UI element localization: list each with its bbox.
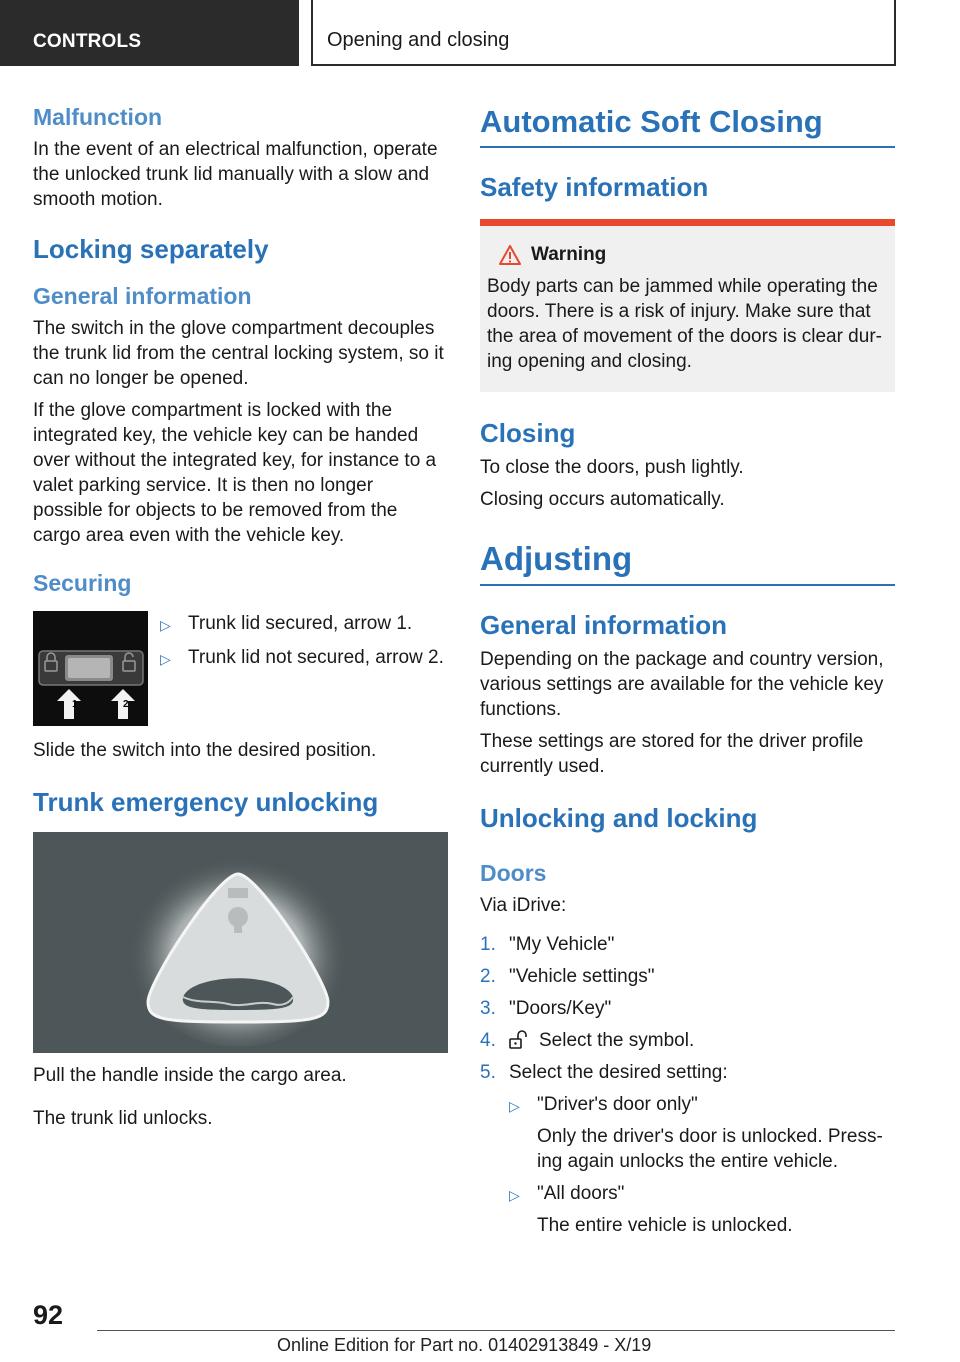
warning-triangle-icon [499, 245, 521, 265]
adjusting-heading-block [480, 540, 895, 586]
automatic-soft-closing-heading: Automatic Soft Closing [480, 104, 823, 139]
list-item [480, 964, 895, 989]
triangle-bullet-icon: ▷ [160, 651, 171, 667]
doors-heading: Doors [480, 860, 547, 886]
option-label: "Driver's door only" [537, 1094, 698, 1115]
option-description: The entire vehicle is unlocked. [537, 1215, 793, 1236]
step-number: 2. [480, 966, 496, 987]
trunk-unlocks-text: The trunk lid unlocks. [33, 1108, 213, 1129]
footer-divider [97, 1330, 895, 1331]
securing-bullet-text: Trunk lid secured, arrow 1. [188, 613, 413, 634]
securing-bullet [160, 645, 448, 672]
list-item [480, 1060, 895, 1085]
emergency-handle-illustration [33, 832, 448, 1053]
list-item [480, 1028, 895, 1053]
switch-image [33, 611, 148, 726]
setting-option [509, 1181, 895, 1238]
trunk-emergency-heading: Trunk emergency unlocking [33, 787, 379, 817]
step-number: 3. [480, 998, 496, 1019]
warning-label: Warning [531, 244, 607, 265]
general-info-paragraph-2: If the glove compartment is locked with the integrated key, the vehicle key can be handed over without the integrated key, for instance to a valet parking service. It is then no longer possible for objects to be removed from the cargo area even with the vehicle key. [33, 400, 437, 546]
section-tab: CONTROLS [0, 0, 299, 66]
switch-label-1: 1 [72, 699, 78, 710]
step-text: "Vehicle settings" [509, 966, 655, 987]
securing-bullet [160, 611, 448, 638]
via-idrive-text: Via iDrive: [480, 895, 567, 916]
triangle-bullet-icon: ▷ [509, 1187, 520, 1203]
unlock-icon [509, 1030, 531, 1050]
automatic-soft-closing-heading-block [480, 104, 895, 148]
securing-block [33, 611, 448, 726]
malfunction-heading: Malfunction [33, 104, 163, 130]
safety-information-heading: Safety information [480, 172, 709, 202]
adjusting-heading: Adjusting [480, 540, 633, 577]
option-description: Only the driver's door is unlocked. Press‐ing again unlocks the entire vehicle. [537, 1126, 883, 1172]
step-number: 1. [480, 934, 496, 955]
adjusting-paragraph-2: These settings are stored for the driver profile currently used. [480, 731, 864, 777]
general-info-paragraph-1: The switch in the glove compartment decouples the trunk lid from the central locking system, so it can no longer be opened. [33, 318, 444, 389]
general-information-heading: General information [33, 283, 252, 309]
step-number: 5. [480, 1062, 496, 1083]
left-column [33, 100, 448, 1131]
triangle-bullet-icon: ▷ [160, 617, 171, 633]
edition-text: Online Edition for Part no. 01402913849 - X/19 [277, 1335, 652, 1355]
closing-heading: Closing [480, 418, 576, 448]
step-text: Select the symbol. [539, 1030, 695, 1051]
list-item [480, 996, 895, 1021]
switch-label-2: 2 [123, 699, 129, 710]
page-header [0, 0, 960, 66]
closing-text-2: Closing occurs automatically. [480, 489, 725, 510]
closing-text-1: To close the doors, push lightly. [480, 457, 744, 478]
slide-instruction: Slide the switch into the desired position. [33, 740, 377, 761]
adjusting-general-information-heading: General information [480, 610, 728, 640]
unlocking-and-locking-heading: Unlocking and locking [480, 803, 758, 833]
triangle-bullet-icon: ▷ [509, 1098, 520, 1114]
adjusting-paragraph-1: Depending on the package and country version, various settings are available for the vehicle key functions. [480, 649, 884, 720]
list-item [480, 932, 895, 957]
securing-heading: Securing [33, 570, 132, 596]
step-text: "Doors/Key" [509, 998, 612, 1019]
warning-title [487, 244, 887, 266]
locking-separately-heading: Locking separately [33, 234, 269, 264]
chapter-title: Opening and closing [311, 0, 896, 66]
setting-options [509, 1092, 895, 1238]
emergency-handle-image [33, 832, 448, 1053]
page-number: 92 [33, 1300, 64, 1330]
right-column [480, 100, 895, 1238]
securing-list [160, 611, 448, 726]
step-text: "My Vehicle" [509, 934, 615, 955]
option-label: "All doors" [537, 1183, 625, 1204]
steps-list [480, 932, 895, 1085]
step-text: Select the desired setting: [509, 1062, 728, 1083]
securing-bullet-text: Trunk lid not secured, arrow 2. [188, 647, 444, 668]
warning-text: Body parts can be jammed while operating the doors. There is a risk of injury. Make sure that the area of movement of the doors is clear dur‐ing opening and closing. [487, 276, 882, 372]
pull-handle-text: Pull the handle inside the cargo area. [33, 1065, 347, 1086]
setting-option [509, 1092, 895, 1174]
warning-box [480, 219, 895, 392]
malfunction-text: In the event of an electrical malfunction, operate the unlocked trunk lid manually with a slow and smooth motion. [33, 139, 438, 210]
step-number: 4. [480, 1030, 496, 1051]
trunk-switch-illustration [33, 611, 148, 726]
